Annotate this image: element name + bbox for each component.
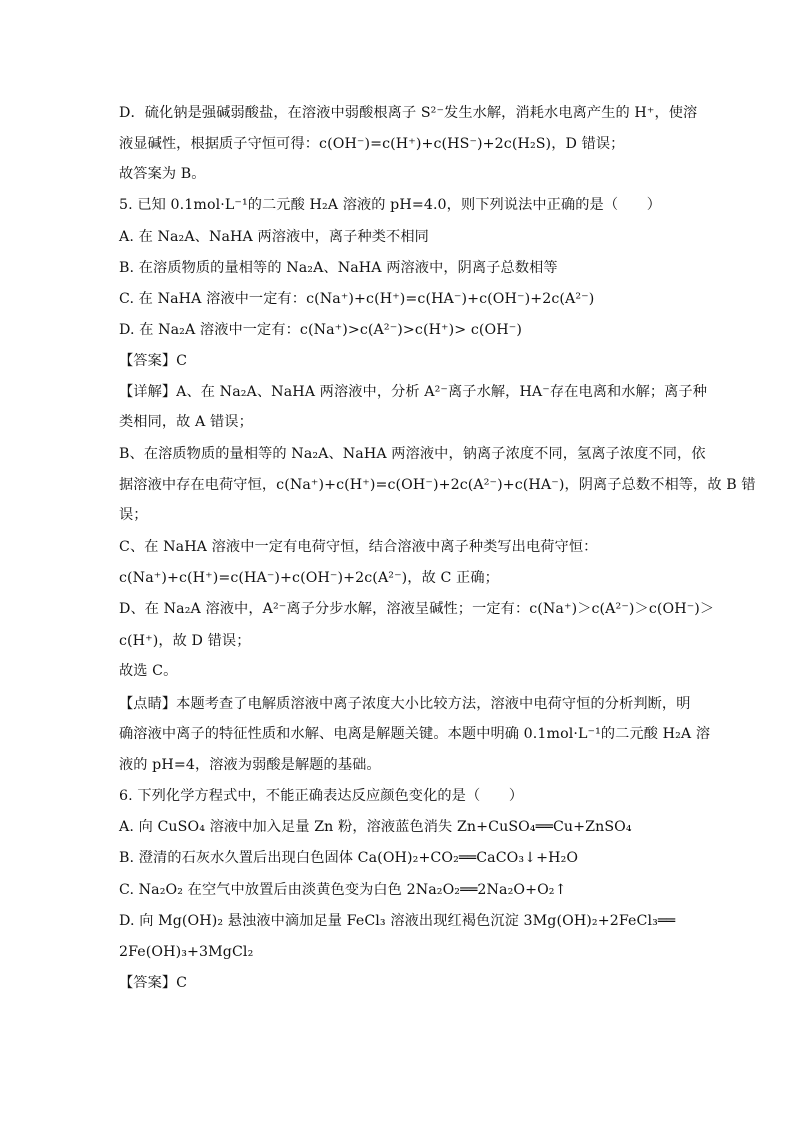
explanation-line: C、在 NaHA 溶液中一定有电荷守恒，结合溶液中离子种类写出电荷守恒：: [119, 539, 598, 555]
question-6-option-a: A. 向 CuSO₄ 溶液中加入足量 Zn 粉，溶液蓝色消失 Zn+CuSO₄══Cu+ZnSO₄: [119, 819, 632, 835]
explanation-line: c(Na⁺)+c(H⁺)=c(HA⁻)+c(OH⁻)+2c(A²⁻)，故 C 正确；: [119, 570, 499, 586]
comment-line: 液的 pH=4，溶液为弱酸是解题的基础。: [119, 757, 381, 773]
explanation-line: D、在 Na₂A 溶液中，A²⁻离子分步水解，溶液呈碱性；一定有：c(Na⁺)＞c(A²⁻)＞c(OH⁻)＞: [119, 601, 715, 617]
explanation-line: 据溶液中存在电荷守恒，c(Na⁺)+c(H⁺)=c(OH⁻)+2c(A²⁻)+c(HA⁻)，阴离子总数不相等，故 B 错: [119, 477, 756, 493]
question-6-option-d: D. 向 Mg(OH)₂ 悬浊液中滴加足量 FeCl₃ 溶液出现红褐色沉淀 3Mg(OH)₂+2FeCl₃══: [119, 913, 676, 929]
explanation-line: c(H⁺)，故 D 错误；: [119, 633, 251, 649]
explanation-line: 故选 C。: [119, 663, 178, 679]
question-6-option-c: C. Na₂O₂ 在空气中放置后由淡黄色变为白色 2Na₂O₂══2Na₂O+O₂↑: [119, 882, 567, 898]
question-5-option-b: B. 在溶质物质的量相等的 Na₂A、NaHA 两溶液中，阴离子总数相等: [119, 260, 558, 276]
answer-label: 【答案】C: [119, 353, 188, 369]
explanation-line: 类相同，故 A 错误；: [119, 414, 253, 430]
answer-label: 【答案】C: [119, 975, 188, 991]
text-line: 液显碱性，根据质子守恒可得：c(OH⁻)=c(H⁺)+c(HS⁻)+2c(H₂S)，D 错误；: [119, 136, 625, 152]
question-6-stem: 6. 下列化学方程式中，不能正确表达反应颜色变化的是（ ）: [119, 788, 524, 804]
question-6-option-d-cont: 2Fe(OH)₃+3MgCl₂: [119, 944, 254, 960]
question-5-stem: 5. 已知 0.1mol·L⁻¹的二元酸 H₂A 溶液的 pH=4.0，则下列说法中正确的是（ ）: [119, 197, 661, 213]
question-6-option-b: B. 澄清的石灰水久置后出现白色固体 Ca(OH)₂+CO₂══CaCO₃↓+H₂O: [119, 850, 579, 866]
comment-line: 确溶液中离子的特征性质和水解、电离是解题关键。本题中明确 0.1mol·L⁻¹的二元酸 H₂A 溶: [119, 726, 711, 742]
explanation-line: 误；: [119, 507, 148, 523]
explanation-line: 【详解】A、在 Na₂A、NaHA 两溶液中，分析 A²⁻离子水解，HA⁻存在电离和水解；离子种: [119, 384, 708, 400]
question-5-option-c: C. 在 NaHA 溶液中一定有：c(Na⁺)+c(H⁺)=c(HA⁻)+c(OH⁻)+2c(A²⁻): [119, 291, 595, 307]
question-5-option-d: D. 在 Na₂A 溶液中一定有：c(Na⁺)>c(A²⁻)>c(H⁺)> c(OH⁻): [119, 322, 522, 338]
comment-line: 【点睛】本题考查了电解质溶液中离子浓度大小比较方法，溶液中电荷守恒的分析判断，明: [119, 696, 691, 712]
text-line: 故答案为 B。: [119, 166, 206, 182]
question-5-option-a: A. 在 Na₂A、NaHA 两溶液中，离子种类不相同: [119, 229, 429, 245]
text-line: D．硫化钠是强碱弱酸盐，在溶液中弱酸根离子 S²⁻发生水解，消耗水电离产生的 H⁺，使溶: [119, 105, 698, 121]
explanation-line: B、在溶质物质的量相等的 Na₂A、NaHA 两溶液中，钠离子浓度不同，氢离子浓度不同，依: [119, 446, 706, 462]
